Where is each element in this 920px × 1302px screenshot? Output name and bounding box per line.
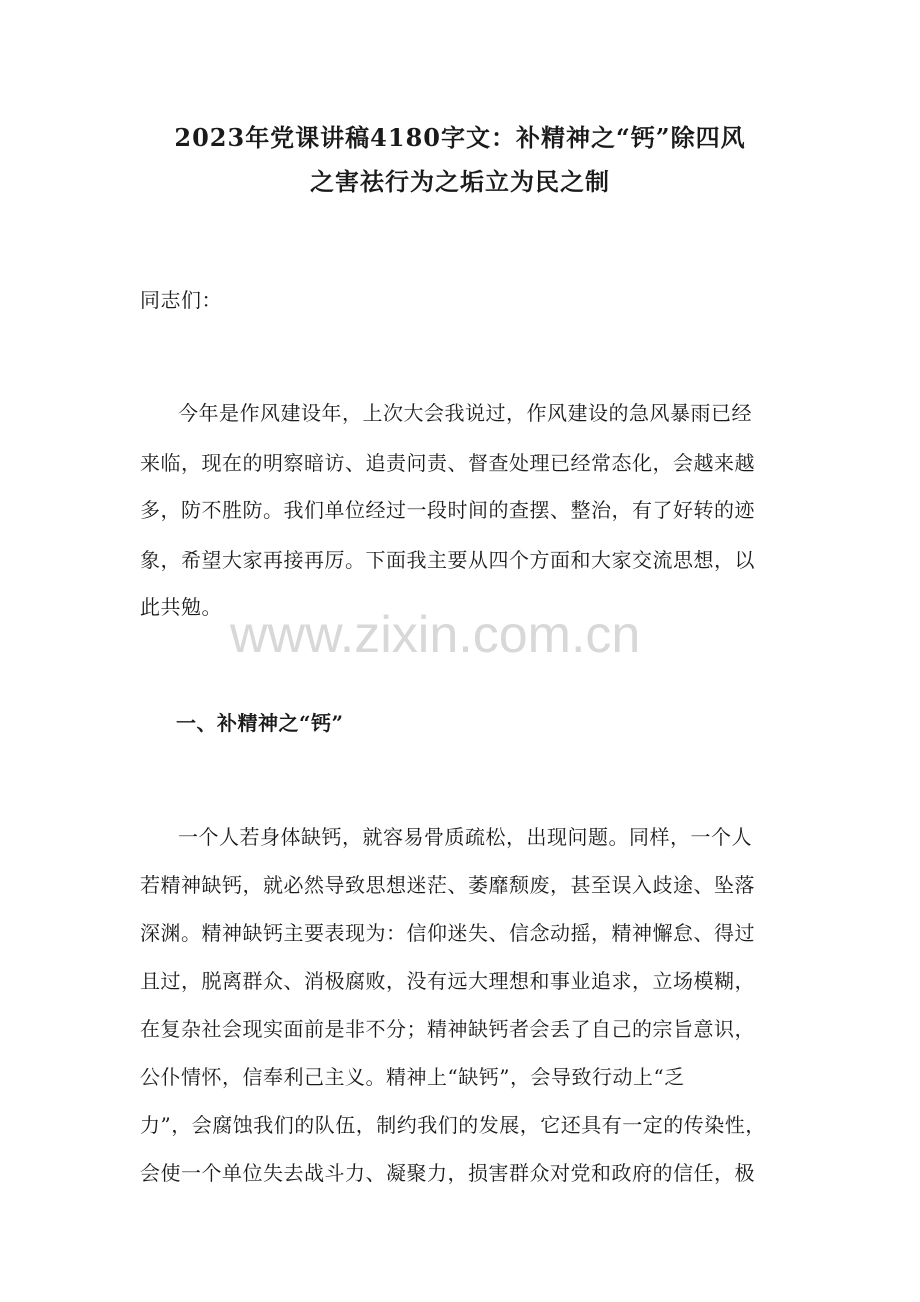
watermark-text: www.zixin.com.cn — [230, 606, 641, 664]
title-line-1: 2023年党课讲稿4180字文：补精神之“钙”除四风 — [174, 123, 746, 152]
body-line: 会使一个单位失去战斗力、凝聚力，损害群众对党和政府的信任，极 — [140, 1161, 755, 1185]
body-line: 一个人若身体缺钙，就容易骨质疏松，出现问题。同样，一个人 — [178, 825, 752, 849]
body-line: 深渊。精神缺钙主要表现为：信仰迷失、信念动摇，精神懈怠、得过 — [140, 921, 755, 945]
intro-line: 来临，现在的明察暗访、追责问责、督查处理已经常态化，会越来越 — [140, 451, 755, 475]
body-line: 且过，脱离群众、消极腐败，没有远大理想和事业追求，立场模糊， — [140, 969, 755, 993]
body-line: 力”，会腐蚀我们的队伍，制约我们的发展，它还具有一定的传染性， — [140, 1113, 766, 1137]
salutation: 同志们： — [140, 288, 222, 312]
section-heading: 一、补精神之“钙” — [176, 711, 344, 735]
intro-line: 多，防不胜防。我们单位经过一段时间的查摆、整治，有了好转的迹 — [140, 498, 755, 522]
intro-line: 此共勉。 — [140, 595, 222, 619]
body-line: 在复杂社会现实面前是非不分；精神缺钙者会丢了自己的宗旨意识， — [140, 1017, 755, 1041]
body-line: 若精神缺钙，就必然导致思想迷茫、萎靡颓废，甚至误入歧途、坠落 — [140, 873, 755, 897]
intro-line: 今年是作风建设年，上次大会我说过，作风建设的急风暴雨已经 — [178, 401, 752, 425]
intro-line: 象，希望大家再接再厉。下面我主要从四个方面和大家交流思想，以 — [140, 548, 755, 572]
title-line-2: 之害祛行为之垢立为民之制 — [310, 167, 610, 196]
document-title — [120, 116, 800, 204]
body-line: 公仆情怀，信奉利己主义。精神上“缺钙”，会导致行动上“乏 — [140, 1065, 685, 1089]
